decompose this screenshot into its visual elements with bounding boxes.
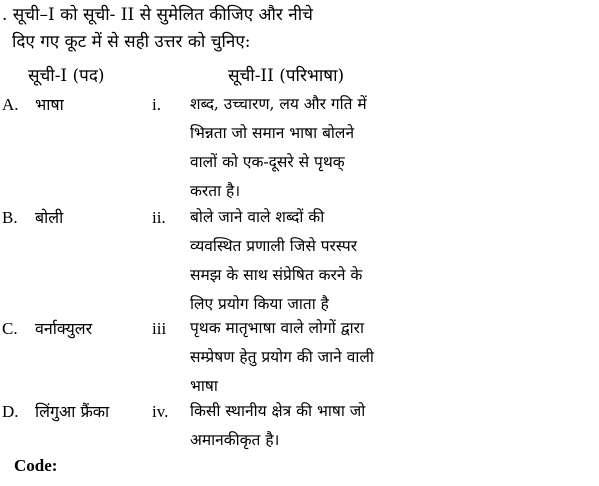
row-definition [190, 314, 430, 401]
row-term: भाषा [35, 95, 64, 114]
definition-line: किसी स्थानीय क्षेत्र की भाषा जो [190, 402, 366, 420]
definition-line: समझ के साथ संप्रेषित करने के [190, 266, 363, 284]
definition-line: भिन्नता जो समान भाषा बोलने [190, 124, 355, 142]
row-key: B. [2, 208, 18, 227]
row-term: बोली [35, 208, 64, 227]
row-key: D. [2, 402, 19, 421]
cropped-code-row [60, 478, 490, 486]
question-line-2: दिए गए कूट में से सही उत्तर को चुनिए: [12, 32, 251, 52]
definition-line: वालों को एक-दूसरे से पृथक् [190, 153, 345, 171]
question-text [0, 2, 595, 56]
row-key: A. [2, 95, 19, 114]
row-numeral: iii [152, 319, 167, 338]
row-key: C. [2, 319, 18, 338]
definition-line: करता है। [190, 182, 241, 200]
question-line-1: . सूची–I को सूची- II से सुमेलित कीजिए और नीचे [2, 5, 313, 25]
definition-line: बोले जाने वाले शब्दों की [190, 208, 325, 226]
row-term: लिंगुआ फ्रैंका [35, 402, 110, 421]
definition-line: व्यवस्थित प्रणाली जिसे परस्पर [190, 237, 358, 255]
list-1-header: सूची-I (पद) [28, 66, 105, 86]
row-definition [190, 203, 430, 319]
definition-line: शब्द, उच्चारण, लय और गति में [190, 95, 367, 113]
code-label: Code: [14, 456, 58, 475]
definition-line: अमानकीकृत है। [190, 431, 280, 449]
row-definition [190, 90, 430, 206]
definition-line: पृथक मातृभाषा वाले लोगों द्वारा [190, 319, 365, 337]
row-numeral: iv. [152, 402, 169, 421]
row-definition [190, 397, 430, 455]
row-numeral: i. [152, 95, 161, 114]
definition-line: सम्प्रेषण हेतु प्रयोग की जाने वाली [190, 348, 374, 366]
row-term: वर्नाक्युलर [35, 319, 93, 338]
definition-line: लिए प्रयोग किया जाता है [190, 295, 329, 313]
definition-line: भाषा [190, 377, 218, 395]
list-2-header: सूची-II (परिभाषा) [228, 66, 345, 86]
row-numeral: ii. [152, 208, 166, 227]
